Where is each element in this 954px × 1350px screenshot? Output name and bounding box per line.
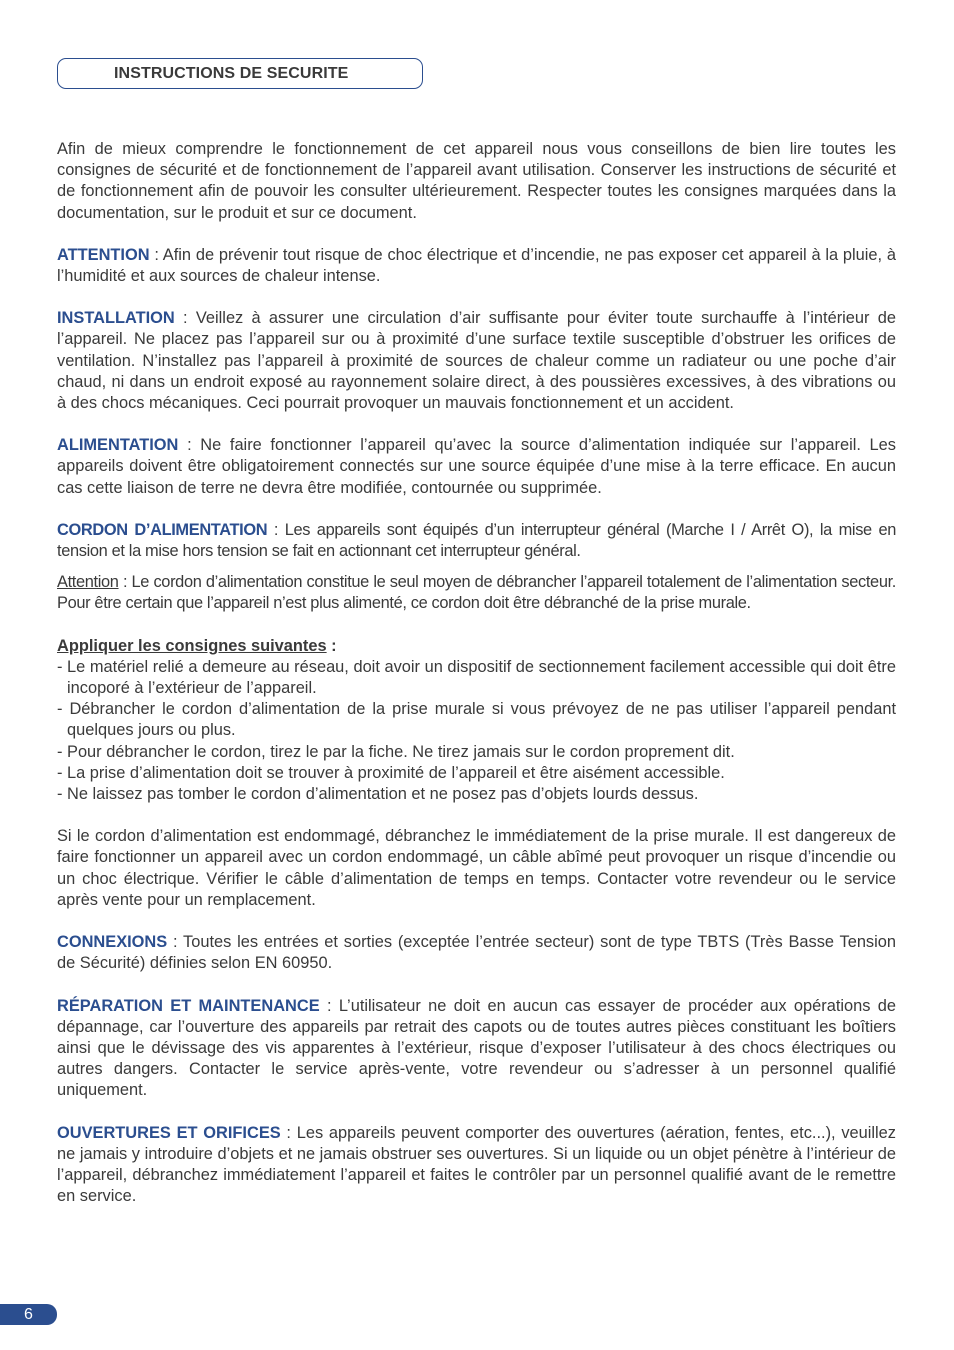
section-title: INSTRUCTIONS DE SECURITE bbox=[114, 65, 349, 82]
document-body bbox=[57, 139, 896, 1207]
reparation-paragraph bbox=[57, 996, 896, 1102]
connexions-paragraph bbox=[57, 932, 896, 974]
list-item: - Ne laissez pas tomber le cordon d’alimentation et ne posez pas d’objets lourds dessus. bbox=[57, 785, 699, 804]
connexions-label: CONNEXIONS bbox=[57, 933, 168, 952]
list-item: - Débrancher le cordon d’alimentation de la prise murale si vous prévoyez de ne pas utiliser l’appareil pendant quelques jours ou plus. bbox=[57, 700, 896, 740]
cordon-label: CORDON D’ALIMENTATION bbox=[57, 520, 268, 539]
cordon-note-label: Attention bbox=[57, 573, 119, 592]
consignes-heading-text: Appliquer les consignes suivantes bbox=[57, 636, 327, 655]
ouvertures-paragraph bbox=[57, 1123, 896, 1208]
reparation-label: RÉPARATION ET MAINTENANCE bbox=[57, 996, 320, 1015]
alimentation-label: ALIMENTATION bbox=[57, 436, 179, 455]
page-number: 6 bbox=[0, 1304, 57, 1325]
installation-label: INSTALLATION bbox=[57, 309, 175, 328]
cordon-note-paragraph bbox=[57, 572, 896, 614]
list-item: - Le matériel relié a demeure au réseau, doit avoir un dispositif de sectionnement facilement accessible qui doit être incoporé à l’extérieur de l’appareil. bbox=[57, 657, 896, 698]
consignes-heading bbox=[57, 636, 896, 657]
alimentation-text: : Ne faire fonctionner l’appareil qu’avec la source d’alimentation indiquée sur l’appareil. Les appareils doivent être obligatoirement connectés sur une source équipée d’une mise à la terre efficace. En aucun cas cette liaison de terre ne devra être modifiée, contournée ou supprimée. bbox=[57, 436, 896, 497]
consignes-list bbox=[57, 657, 896, 805]
ouvertures-label: OUVERTURES ET ORIFICES bbox=[57, 1123, 281, 1142]
attention-paragraph bbox=[57, 245, 896, 287]
cordon-text: : Les appareils sont équipés d’un interrupteur général (Marche I / Arrêt O), la mise en tension et la mise hors tension se fait en actionnant cet interrupteur général. bbox=[57, 520, 896, 561]
section-header-box bbox=[57, 58, 423, 89]
reparation-text: : L’utilisateur ne doit en aucun cas essayer de procéder aux opérations de dépannage, car l’ouverture des appareils par retrait des capots ou de toutes autres pièces constituant les boîtiers ainsi que le dévissage des vis apparentes à l’extérieur, risque d’exposer l’utilisateur à des chocs électriques ou autres dangers. Contacter le service après-vente, votre revendeur ou s’adresser à un personnel qualifié uniquement. bbox=[57, 996, 896, 1100]
consignes-heading-colon: : bbox=[326, 636, 337, 655]
list-item: - Pour débrancher le cordon, tirez le par la fiche. Ne tirez jamais sur le cordon proprement dit. bbox=[57, 742, 735, 761]
attention-text: : Afin de prévenir tout risque de choc électrique et d’incendie, ne pas exposer cet appareil à la pluie, à l’humidité et aux sources de chaleur intense. bbox=[57, 245, 896, 286]
list-item: - La prise d’alimentation doit se trouver à proximité de l’appareil et être aisément accessible. bbox=[57, 763, 725, 782]
cordon-paragraph bbox=[57, 520, 896, 562]
attention-label: ATTENTION bbox=[57, 245, 150, 264]
intro-paragraph: Afin de mieux comprendre le fonctionnement de cet appareil nous vous conseillons de bien lire toutes les consignes de sécurité et de fonctionnement de l’appareil avant utilisation. Conserver les instructions de sécurité et de fonctionnement afin de pouvoir les consulter ultérieurement. Respecter toutes les consignes marquées dans la documentation, sur le produit et sur ce document. bbox=[57, 140, 896, 222]
alimentation-paragraph bbox=[57, 435, 896, 499]
installation-text: : Veillez à assurer une circulation d’air suffisante pour éviter toute surchauffe à l’intérieur de l’appareil. Ne placez pas l’appareil sur ou à proximité d’une surface textile susceptible d’obstruer les orifices de ventilation. N’installez pas l’appareil à proximité de sources de chaleur comme un radiateur ou une poche d’air chaud, ni dans un endroit exposé au rayonnement solaire direct, à des poussières excessives, à des vibrations ou à des chocs mécaniques. Ceci pourrait provoquer un mauvais fonctionnement et un accident. bbox=[57, 309, 896, 413]
installation-paragraph bbox=[57, 308, 896, 414]
cordon-note-text: : Le cordon d’alimentation constitue le seul moyen de débrancher l’appareil totalement de l’alimentation secteur. Pour être certain que l’appareil n’est plus alimenté, ce cordon doit être débranché de la prise murale. bbox=[57, 573, 896, 613]
ouvertures-text: : Les appareils peuvent comporter des ouvertures (aération, fentes, etc...), veuillez ne jamais y introduire d’objets et ne jamais obstruer ses ouvertures. Si un liquide ou un objet pénètre à l’intérieur de l’appareil, débranchez immédiatement l’appareil et faites le contrôler par un personnel qualifié avant de le remettre en service. bbox=[57, 1123, 896, 1206]
cordon-damage-paragraph: Si le cordon d’alimentation est endommagé, débranchez le immédiatement de la prise murale. Il est dangereux de faire fonctionner un appareil avec un cordon endommagé, un câble abîmé peut provoquer un risque d’incendie ou un choc électrique. Vérifier le câble d’alimentation de temps en temps. Contacter votre revendeur ou le service après vente pour un remplacement. bbox=[57, 827, 896, 909]
connexions-text: : Toutes les entrées et sorties (exceptée l’entrée secteur) sont de type TBTS (Très Basse Tension de Sécurité) définies selon EN 60950. bbox=[57, 933, 896, 973]
